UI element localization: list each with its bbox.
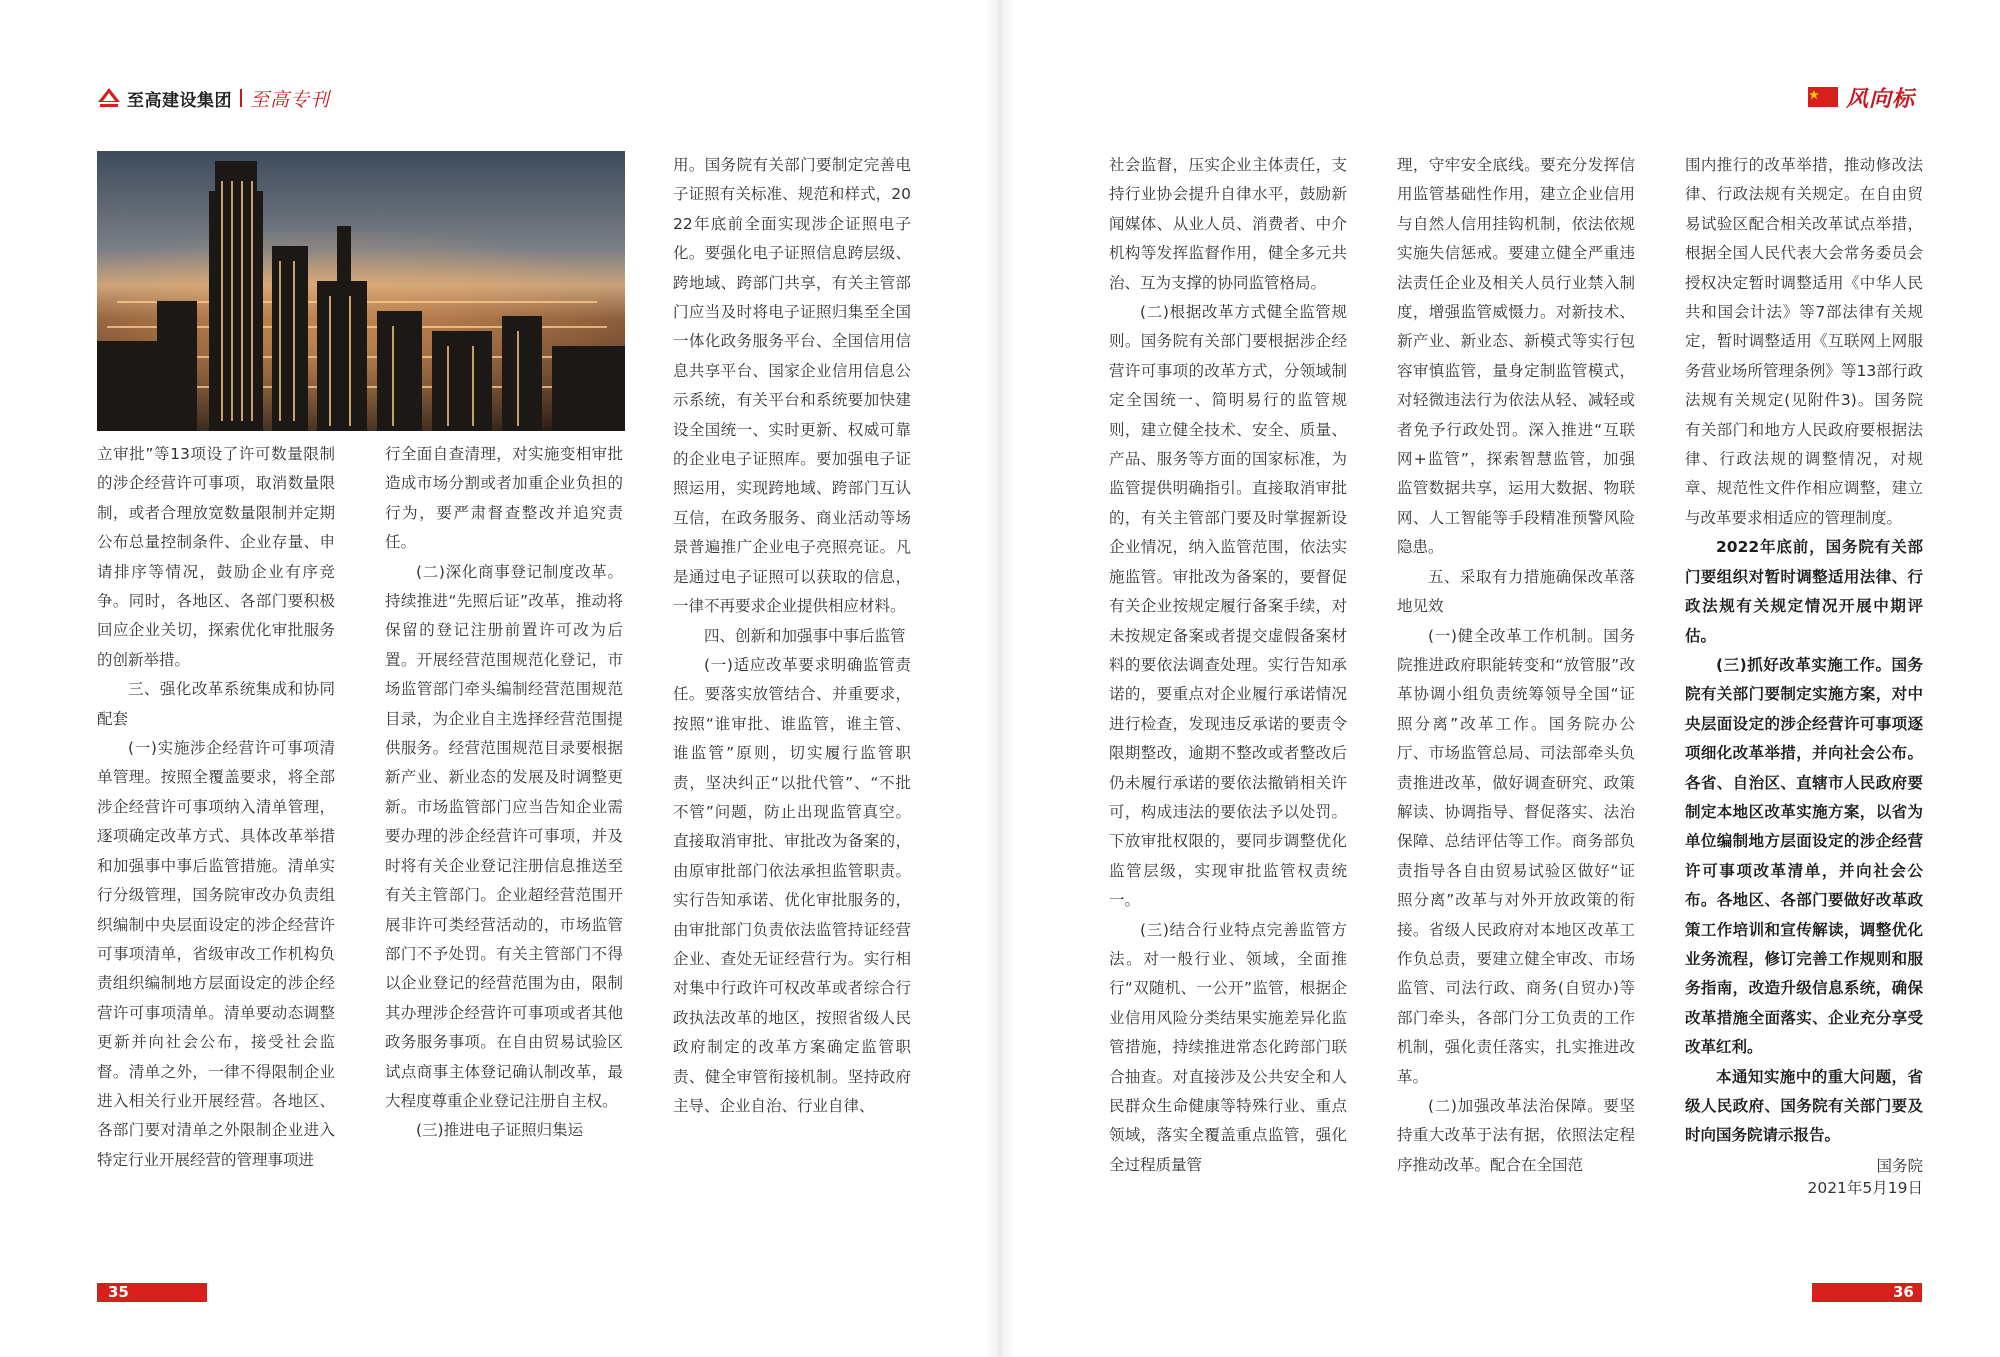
company-name: 至高建设集团 — [127, 90, 232, 111]
signature-date: 2021年5月19日 — [1807, 1178, 1923, 1197]
text-column-3 — [673, 151, 911, 1121]
paragraph: 三、强化改革系统集成和协同配套 — [97, 680, 335, 728]
paragraph: 社会监督，压实企业主体责任，支持行业协会提升自律水平，鼓励新闻媒体、从业人员、消费者、中介机构等发挥监督作用，健全多元共治、互为支撑的协同监管格局。 — [1109, 156, 1347, 292]
paragraph: (一)适应改革要求明确监管责任。要落实放管结合、并重要求，按照“谁审批、谁监管，谁主管、谁监管”原则，切实履行监管职责，坚决纠正“以批代管”、“不批不管”问题，防止出现监管真空。直接取消审批、审批改为备案的，由原审批部门依法承担监管职责。实行告知承诺、优化审批服务的，由审批部门负责依法监管持证经营企业、查处无证经营行为。实行相对集中行政许可权改革或者综合行政执法改革的地区，按照省级人民政府制定的改革方案确定监管职责、健全审管衔接机制。坚持政府主导、企业自治、行业自律、 — [673, 655, 911, 1115]
magazine-title-script: 至高专刊 — [250, 88, 331, 111]
text-column-1 — [97, 440, 335, 1175]
paragraph: (一)健全改革工作机制。国务院推进政府职能转变和“放管服”改革协调小组负责统筹领导全国“证照分离”改革工作。国务院办公厅、市场监管总局、司法部牵头负责推进改革，做好调查研究、政策解读、协调指导、督促落实、法治保障、总结评估等工作。商务部负责指导各自由贸易试验区做好“证照分离”改革与对外开放政策的衔接。省级人民政府对本地区改革工作负总责，要建立健全审改、市场监管、司法行政、商务(自贸办)等部门牵头，各部门分工负责的工作机制，强化责任落实，扎实推进改革。 — [1397, 626, 1635, 1086]
header-right — [1808, 82, 1915, 112]
page-number-right: 36 — [1893, 1283, 1914, 1301]
text-column-5 — [1397, 151, 1635, 1180]
paragraph: 2022年底前，国务院有关部门要组织对暂时调整适用法律、行政法规有关规定情况开展中期评估。 — [1685, 538, 1923, 645]
paragraph: 行全面自查清理，对实施变相审批造成市场分割或者加重企业负担的行为，要严肃督查整改并追究责任。 — [385, 445, 623, 552]
paragraph: 围内推行的改革举措，推动修改法律、行政法规有关规定。在自由贸易试验区配合相关改革试点举措，根据全国人民代表大会常务委员会授权决定暂时调整适用《中华人民共和国会计法》等7部法律有关规定，暂时调整适用《互联网上网服务营业场所管理条例》等13部行政法规有关规定(见附件3)。国务院有关部门和地方人民政府要根据法律、行政法规的调整情况，对规章、规范性文件作相应调整，建立与改革要求相适应的管理制度。 — [1685, 156, 1923, 527]
paragraph: (三)结合行业特点完善监管方法。对一般行业、领域，全面推行“双随机、一公开”监管，根据企业信用风险分类结果实施差异化监管措施，持续推进常态化跨部门联合抽查。对直接涉及公共安全和人民群众生命健康等特殊行业、重点领域，落实全覆盖重点监管，强化全过程质量管 — [1109, 920, 1347, 1174]
paragraph: (二)加强改革法治保障。要坚持重大改革于法有据，依照法定程序推动改革。配合在全国范 — [1397, 1097, 1635, 1174]
flag-icon — [1808, 87, 1838, 107]
paragraph: 理，守牢安全底线。要充分发挥信用监管基础性作用，建立企业信用与自然人信用挂钩机制，依法依规实施失信惩戒。要建立健全严重违法责任企业及相关人员行业禁入制度，增强监管威慑力。对新技术、新产业、新业态、新模式等实行包容审慎监管，量身定制监管模式，对轻微违法行为依法从轻、减轻或者免予行政处罚。深入推进“互联网+监管”，探索智慧监管，加强监管数据共享，运用大数据、物联网、人工智能等手段精准预警风险隐患。 — [1397, 156, 1635, 557]
paragraph: 五、采取有力措施确保改革落地见效 — [1397, 567, 1635, 616]
paragraph: 用。国务院有关部门要制定完善电子证照有关标准、规范和样式，2022年底前全面实现涉企证照电子化。要强化电子证照信息跨层级、跨地域、跨部门共享，有关主管部门应当及时将电子证照归集至全国一体化政务服务平台、全国信用信息共享平台、国家企业信用信息公示系统，有关平台和系统要加快建设全国统一、实时更新、权威可靠的企业电子证照库。要加强电子证照运用，实现跨地域、跨部门互认互信，在政务服务、商业活动等场景普遍推广企业电子亮照亮证。凡是通过电子证照可以获取的信息，一律不再要求企业提供相应材料。 — [673, 156, 911, 616]
paragraph: (三)抓好改革实施工作。国务院有关部门要制定实施方案，对中央层面设定的涉企经营许可事项逐项细化改革举措，并向社会公布。各省、自治区、直辖市人民政府要制定本地区改革实施方案，以省为单位编制地方层面设定的涉企经营许可事项改革清单，并向社会公布。各地区、各部门要做好改革政策工作培训和宣传解读，调整优化业务流程，修订完善工作规则和服务指南，改造升级信息系统，确保改革措施全面落实、企业充分享受改革红利。 — [1685, 655, 1923, 1057]
signature-organization: 国务院 — [1876, 1156, 1923, 1175]
section-title-script: 风向标 — [1846, 85, 1916, 112]
header-separator — [240, 89, 242, 107]
company-logo-icon — [97, 87, 121, 109]
header-left — [97, 84, 330, 112]
text-column-6 — [1685, 151, 1923, 1199]
paragraph: (二)根据改革方式健全监管规则。国务院有关部门要根据涉企经营许可事项的改革方式，分领域制定全国统一、简明易行的监管规则，建立健全技术、安全、质量、产品、服务等方面的国家标准，为监管提供明确指引。直接取消审批的，有关主管部门要及时掌握新设企业情况，纳入监管范围，依法实施监管。审批改为备案的，要督促有关企业按规定履行备案手续，对未按规定备案或者提交虚假备案材料的要依法调查处理。实行告知承诺的，要重点对企业履行承诺情况进行检查，发现违反承诺的要责令限期整改，逾期不整改或者整改后仍未履行承诺的要依法撤销相关许可，构成违法的要依法予以处罚。下放审批权限的，要同步调整优化监管层级，实现审批监管权责统一。 — [1109, 303, 1347, 910]
paragraph: 本通知实施中的重大问题，省级人民政府、国务院有关部门要及时向国务院请示报告。 — [1685, 1067, 1923, 1145]
page-number-left: 35 — [108, 1283, 129, 1301]
paragraph: (一)实施涉企经营许可事项清单管理。按照全覆盖要求，将全部涉企经营许可事项纳入清单管理，逐项确定改革方式、具体改革举措和加强事中事后监管措施。清单实行分级管理，国务院审改办负责组织编制中央层面设定的涉企经营许可事项清单，省级审改工作机构负责组织编制地方层面设定的涉企经营许可事项清单。清单要动态调整更新并向社会公布，接受社会监督。清单之外，一律不得限制企业进入相关行业开展经营。各地区、各部门要对清单之外限制企业进入特定行业开展经营的管理事项进 — [97, 739, 335, 1169]
text-column-4 — [1109, 151, 1347, 1180]
text-column-2 — [385, 440, 623, 1146]
paragraph: 立审批”等13项设了许可数量限制的涉企经营许可事项，取消数量限制，或者合理放宽数量限制并定期公布总量控制条件、企业存量、申请排序等情况，鼓励企业有序竞争。同时，各地区、各部门要积极回应企业关切，探索优化审批服务的创新举措。 — [97, 445, 335, 669]
paragraph: (三)推进电子证照归集运 — [416, 1121, 584, 1140]
page-gutter — [986, 0, 1014, 1357]
city-skyline-photo — [97, 151, 625, 431]
paragraph: 四、创新和加强事中事后监管 — [704, 626, 906, 645]
paragraph: (二)深化商事登记制度改革。持续推进“先照后证”改革，推动将保留的登记注册前置许可改为后置。开展经营范围规范化登记，市场监管部门牵头编制经营范围规范目录，为企业自主选择经营范围提供服务。经营范围规范目录要根据新产业、新业态的发展及时调整更新。市场监管部门应当告知企业需要办理的涉企经营许可事项，并及时将有关企业登记注册信息推送至有关主管部门。企业超经营范围开展非许可类经营活动的，市场监管部门不予处罚。有关主管部门不得以企业登记的经营范围为由，限制其办理涉企经营许可事项或者其他政务服务事项。在自由贸易试验区试点商事主体登记确认制改革，最大程度尊重企业登记注册自主权。 — [385, 562, 623, 1110]
